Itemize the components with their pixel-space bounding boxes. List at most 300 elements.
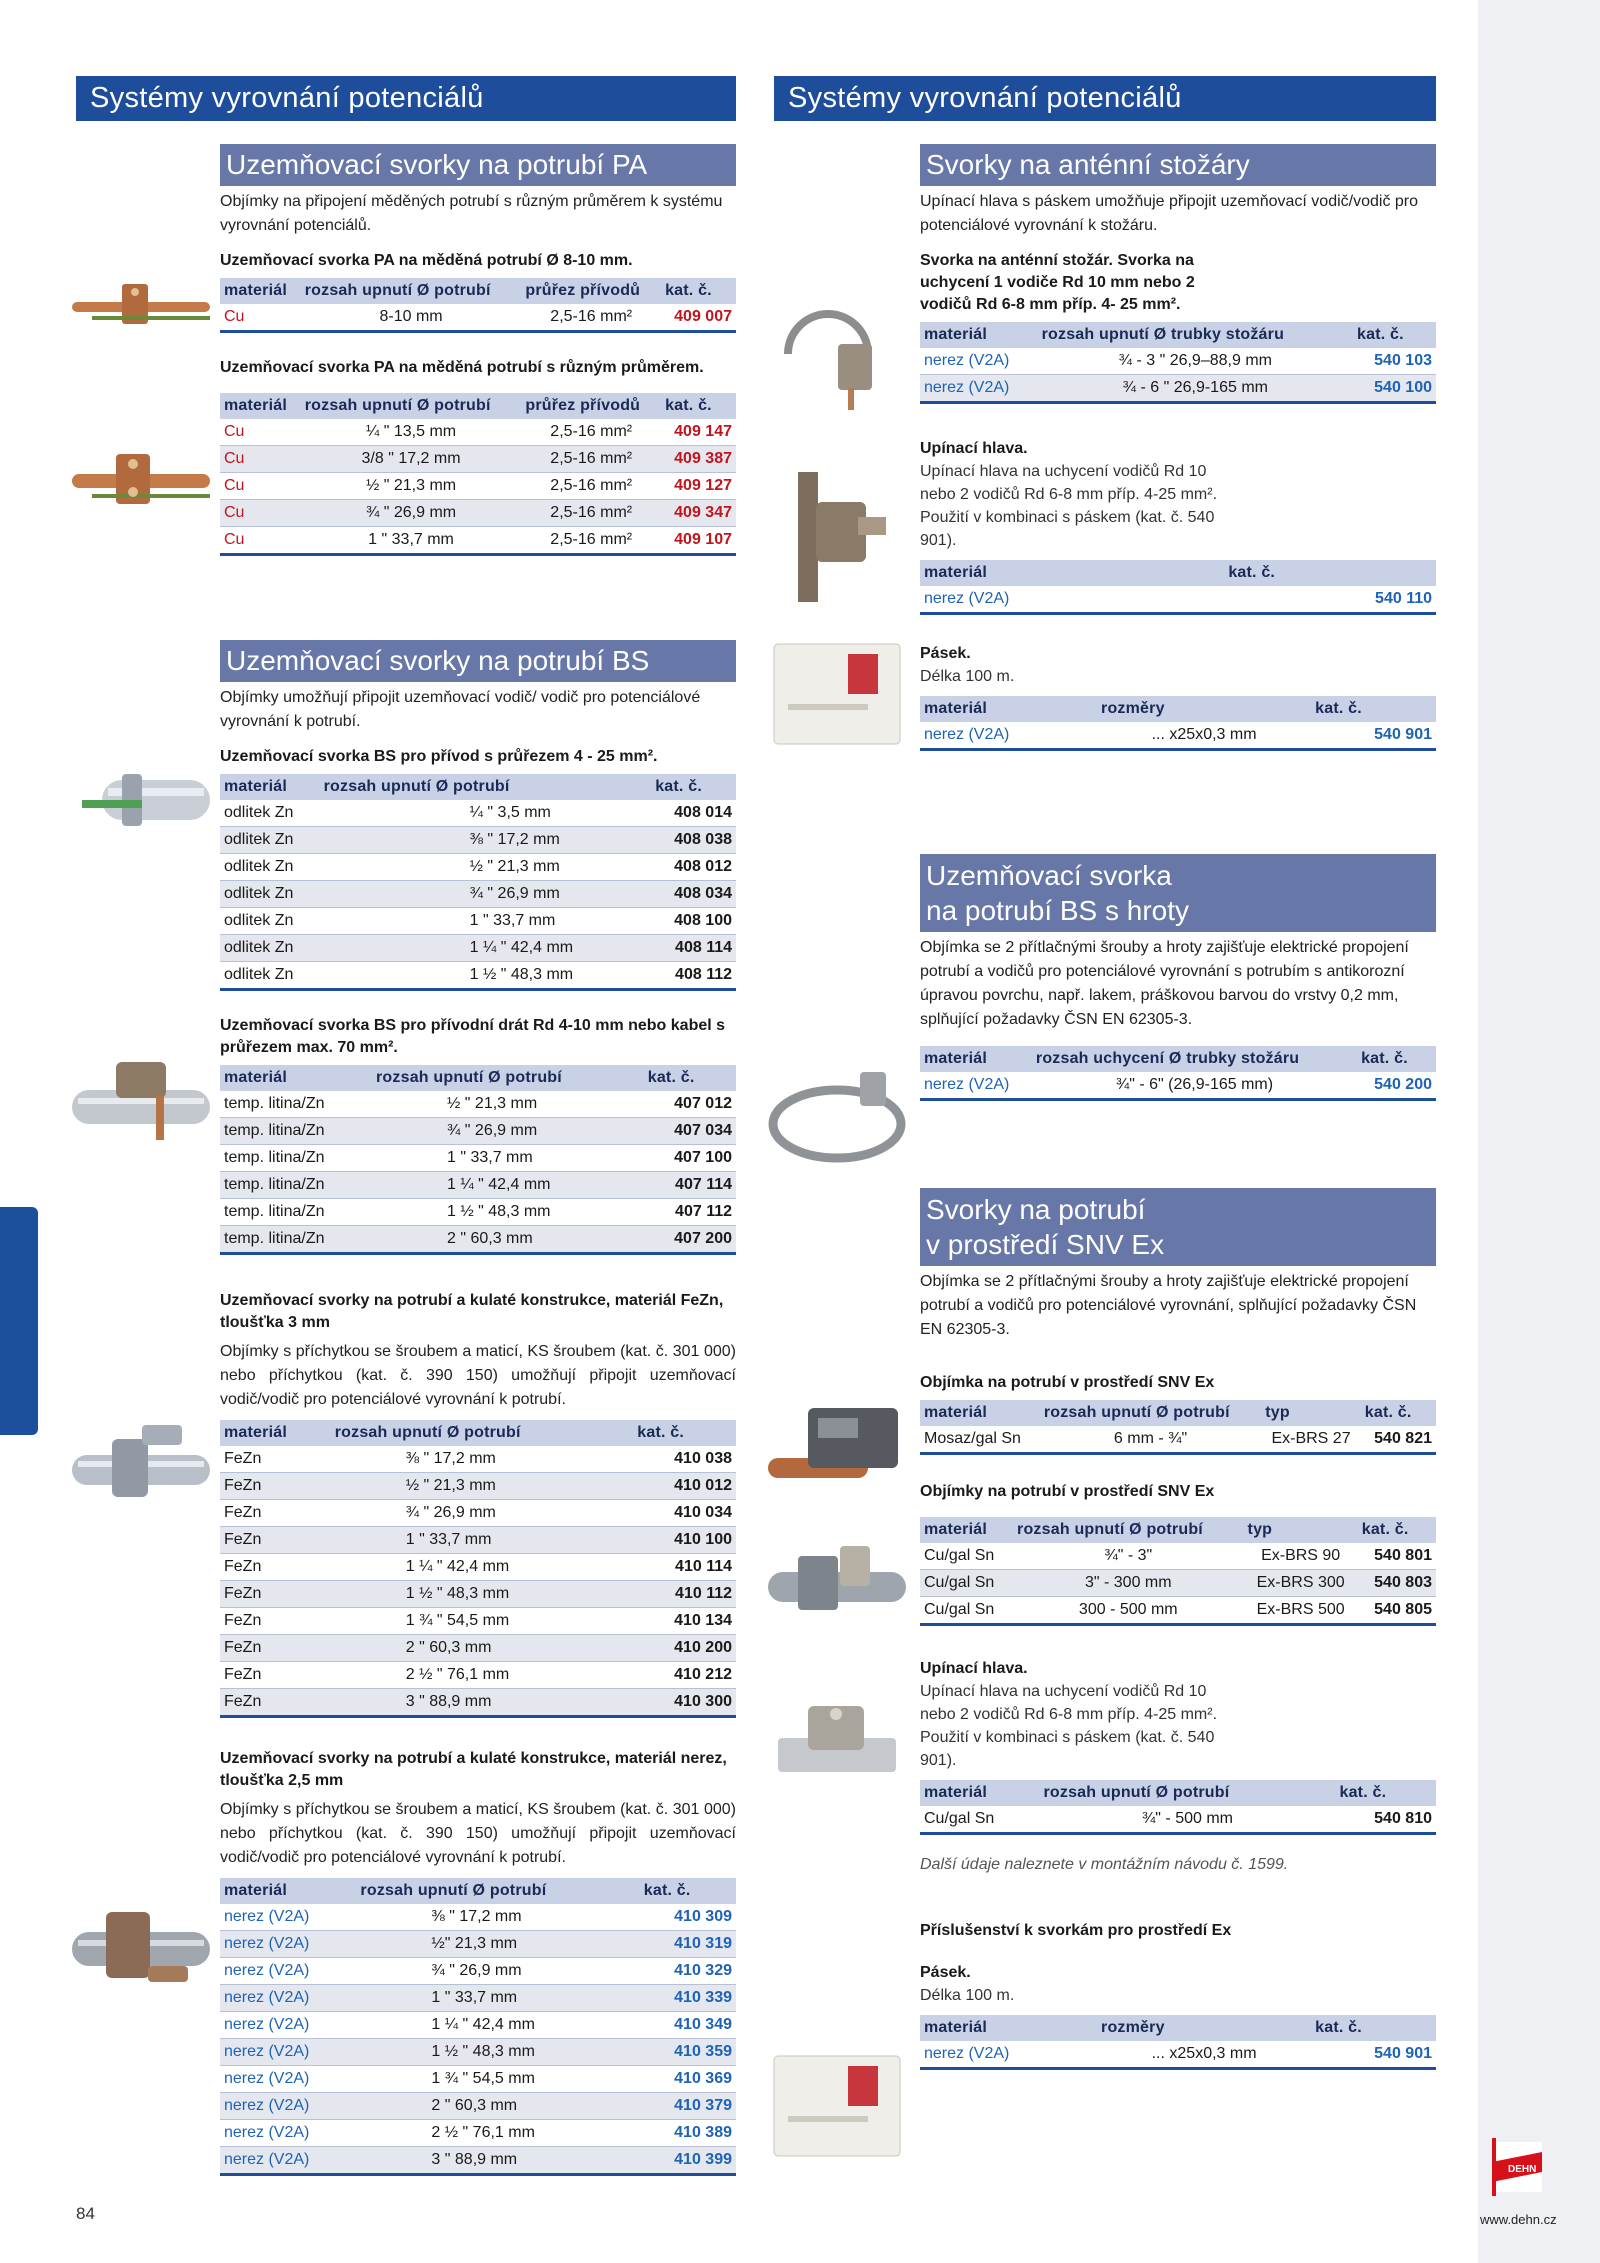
clamping-head-icon — [768, 462, 906, 612]
ex-clamp-image-2 — [768, 1528, 906, 1633]
table-row — [920, 348, 1436, 375]
cell-range: ¾ - 3 " 26,9–88,9 mm — [1038, 348, 1353, 375]
cell-cat-no: 407 100 — [644, 1145, 736, 1172]
cell-range: 1 " 33,7 mm — [356, 1985, 639, 2012]
cell-range: ½" 21,3 mm — [356, 1931, 639, 1958]
cell-material: nerez (V2A) — [220, 2066, 356, 2093]
cell-cat-no: 410 319 — [640, 1931, 736, 1958]
pa-table-1 — [220, 278, 736, 333]
cell-dimensions: ... x25x0,3 mm — [1097, 2041, 1311, 2069]
cell-cat-no: 410 134 — [633, 1608, 736, 1635]
cell-range: 6 mm - ¾" — [1040, 1426, 1261, 1454]
dehn-logo-icon — [1484, 2138, 1548, 2196]
col-cat-no: kat. č. — [633, 1420, 736, 1446]
table-row — [920, 586, 1436, 614]
cell-material: Cu — [220, 419, 301, 446]
table-row — [920, 1072, 1436, 1100]
cell-material: FeZn — [220, 1527, 331, 1554]
pa-table-2 — [220, 393, 736, 556]
cell-type: Ex-BRS 500 — [1244, 1597, 1358, 1625]
mast-subheading: Svorka na anténní stožár. Svorka na uchycení 1 vodiče Rd 10 mm nebo 2 vodičů Rd 6-8 mm příp. 4- 25 mm². — [920, 252, 1195, 313]
table-row — [920, 1806, 1436, 1834]
table-row — [220, 1527, 736, 1554]
table-row — [220, 446, 736, 473]
cell-range: 1 ½ " 48,3 mm — [356, 2039, 639, 2066]
col-cat-no: kat. č. — [1358, 1517, 1436, 1543]
pa-clamp-image-1 — [72, 274, 210, 339]
col-cross-section: průřez přívodů — [521, 278, 661, 304]
cell-material: odlitek Zn — [220, 800, 320, 827]
cell-cat-no: 410 034 — [633, 1500, 736, 1527]
cell-material: Cu/gal Sn — [920, 1806, 1039, 1834]
cell-material: odlitek Zn — [220, 854, 320, 881]
cell-material: nerez (V2A) — [220, 1985, 356, 2012]
cell-type: Ex-BRS 90 — [1244, 1543, 1358, 1570]
cell-range: ¾ " 26,9 mm — [372, 1118, 644, 1145]
table-row — [220, 527, 736, 555]
nerez-clamp-image — [72, 1888, 210, 2003]
hroty-heading — [920, 854, 1436, 932]
table-row — [220, 1931, 736, 1958]
table-row — [220, 2093, 736, 2120]
cell-range: ¾ - 6 " 26,9-165 mm — [1038, 375, 1353, 403]
col-material: materiál — [920, 1517, 1013, 1543]
mast-table — [920, 322, 1436, 404]
cell-range: 1 ¾ " 54,5 mm — [331, 1608, 634, 1635]
ex-pipe-clamp-icon — [768, 1388, 906, 1498]
col-material: materiál — [220, 393, 301, 419]
cell-cat-no: 410 300 — [633, 1689, 736, 1717]
cell-cat-no: 410 212 — [633, 1662, 736, 1689]
page-number: 84 — [76, 2204, 95, 2223]
cell-material: temp. litina/Zn — [220, 1172, 372, 1199]
cell-cat-no: 540 901 — [1311, 722, 1436, 750]
cell-range: 1 " 33,7 mm — [301, 527, 522, 555]
cell-dimensions: ... x25x0,3 mm — [1097, 722, 1311, 750]
table-row — [220, 500, 736, 527]
malleable-iron-pipe-clamp-icon — [72, 1040, 210, 1150]
cell-material: Mosaz/gal Sn — [920, 1426, 1040, 1454]
table-row — [920, 722, 1436, 750]
cell-range: 1 " 33,7 mm — [320, 908, 652, 935]
cell-material: nerez (V2A) — [220, 2012, 356, 2039]
cell-cat-no: 409 007 — [661, 304, 736, 332]
cell-range: ¾" - 6" (26,9-165 mm) — [1032, 1072, 1357, 1100]
cell-material: nerez (V2A) — [220, 2120, 356, 2147]
cell-range: ¾ " 26,9 mm — [356, 1958, 639, 1985]
clamp-head-subheading: Upínací hlava. — [920, 440, 1028, 457]
cell-range: 1 ¾ " 54,5 mm — [356, 2066, 639, 2093]
hroty-table — [920, 1046, 1436, 1101]
bs-clamp-image-1 — [72, 760, 210, 845]
col-cat-no: kat. č. — [1311, 696, 1436, 722]
cell-range: ¾ " 26,9 mm — [301, 500, 522, 527]
cell-cross-section: 2,5-16 mm² — [521, 473, 661, 500]
col-range: rozsah upnutí Ø potrubí — [1040, 1400, 1261, 1426]
cell-cat-no: 540 821 — [1361, 1426, 1436, 1454]
col-cat-no: kat. č. — [651, 774, 736, 800]
right-margin-band — [1478, 0, 1600, 2263]
bs-description: Objímky umožňují připojit uzemňovací vodič/ vodič pro potenciálové vyrovnání k potrubí. — [220, 689, 701, 730]
cell-cross-section: 2,5-16 mm² — [521, 419, 661, 446]
ex-heading — [920, 1188, 1436, 1266]
cell-material: FeZn — [220, 1500, 331, 1527]
col-material: materiál — [220, 1420, 331, 1446]
product-mast — [920, 144, 1436, 751]
hroty-clamp-image — [768, 1064, 906, 1179]
cell-range: ½ " 21,3 mm — [331, 1473, 634, 1500]
cell-range: 3 " 88,9 mm — [331, 1689, 634, 1717]
cell-material: FeZn — [220, 1662, 331, 1689]
fezn-subheading: Uzemňovací svorky na potrubí a kulaté konstrukce, materiál FeZn, tloušťka 3 mm — [220, 1292, 724, 1331]
cell-cat-no: 408 012 — [651, 854, 736, 881]
table-row — [220, 304, 736, 332]
cell-cat-no: 410 012 — [633, 1473, 736, 1500]
col-material: materiál — [920, 560, 1224, 586]
cell-range: 300 - 500 mm — [1013, 1597, 1244, 1625]
ex-band-clamp-icon — [768, 1528, 906, 1628]
table-row — [220, 962, 736, 990]
table-row — [220, 1199, 736, 1226]
cell-cat-no: 407 112 — [644, 1199, 736, 1226]
cell-cat-no: 410 038 — [633, 1446, 736, 1473]
hroty-heading-line1: Uzemňovací svorka — [926, 860, 1172, 891]
col-dimensions: rozměry — [1097, 2015, 1311, 2041]
mast-description: Upínací hlava s páskem umožňuje připojit uzemňovací vodič/vodič pro potenciálové vyrovnání k stožáru. — [920, 193, 1419, 234]
col-material: materiál — [920, 1400, 1040, 1426]
cell-material: nerez (V2A) — [920, 1072, 1032, 1100]
manual-reference-note: Další údaje naleznete v montážním návodu č. 1599. — [920, 1856, 1289, 1873]
cell-range: ⅜ " 17,2 mm — [320, 827, 652, 854]
cell-range: 1 ¼ " 42,4 mm — [356, 2012, 639, 2039]
product-fezn — [220, 1290, 736, 1718]
product-hroty — [920, 854, 1436, 1101]
ex-clamping-head-icon — [768, 1688, 906, 1798]
cell-cat-no: 410 399 — [640, 2147, 736, 2175]
cell-type: Ex-BRS 27 — [1261, 1426, 1361, 1454]
cell-material: odlitek Zn — [220, 881, 320, 908]
section-title-right: Systémy vyrovnání potenciálů — [774, 76, 1436, 121]
cell-cat-no: 410 339 — [640, 1985, 736, 2012]
cell-range: 1 ¼ " 42,4 mm — [320, 935, 652, 962]
cell-cat-no: 408 034 — [651, 881, 736, 908]
col-material: materiál — [220, 774, 320, 800]
cell-range: 2 " 60,3 mm — [356, 2093, 639, 2120]
cell-cat-no: 408 100 — [651, 908, 736, 935]
cell-cat-no: 408 114 — [651, 935, 736, 962]
col-cat-no: kat. č. — [1353, 322, 1436, 348]
table-row — [920, 2041, 1436, 2069]
table-row — [220, 1985, 736, 2012]
dehn-logo — [1484, 2138, 1548, 2196]
cell-cat-no: 410 329 — [640, 1958, 736, 1985]
ex-clamp-head-note: Upínací hlava na uchycení vodičů Rd 10 nebo 2 vodičů Rd 6-8 mm příp. 4-25 mm². Použití v kombinaci s páskem (kat. č. 540 901). — [920, 1683, 1218, 1769]
table-row — [220, 935, 736, 962]
spiked-band-clamp-icon — [768, 1064, 906, 1174]
table-row — [920, 1570, 1436, 1597]
band-table — [920, 696, 1436, 751]
cell-material: Cu — [220, 473, 301, 500]
table-row — [220, 1172, 736, 1199]
col-material: materiál — [920, 2015, 1097, 2041]
copper-pipe-clamp-icon — [72, 274, 210, 334]
cell-material: odlitek Zn — [220, 962, 320, 990]
product-bs — [220, 640, 736, 1255]
table-row — [220, 1226, 736, 1254]
ex-band-table — [920, 2015, 1436, 2070]
cell-material: Cu/gal Sn — [920, 1597, 1013, 1625]
galvanized-pipe-clamp-icon — [72, 760, 210, 840]
cell-material: nerez (V2A) — [920, 348, 1038, 375]
fezn-description: Objímky s příchytkou se šroubem a maticí, KS šroubem (kat. č. 301 000) nebo příchytkou (kat. č. 390 150) umožňují připojit uzemňovací vodič/vodič pro potenciálové vyrovnání k potrubí. — [220, 1343, 736, 1408]
cell-cross-section: 2,5-16 mm² — [521, 304, 661, 332]
cell-range: ½ " 21,3 mm — [301, 473, 522, 500]
col-material: materiál — [220, 1878, 356, 1904]
cell-material: Cu — [220, 500, 301, 527]
cell-material: nerez (V2A) — [220, 2147, 356, 2175]
ex-heading-line1: Svorky na potrubí — [926, 1194, 1146, 1225]
table-row — [220, 1689, 736, 1717]
cell-material: Cu — [220, 446, 301, 473]
cell-range: 3/8 " 17,2 mm — [301, 446, 522, 473]
col-cat-no: kat. č. — [661, 393, 736, 419]
col-type: typ — [1261, 1400, 1361, 1426]
bs-clamp-image-2 — [72, 1040, 210, 1155]
table-row — [220, 2147, 736, 2175]
dehn-logo-text: DEHN — [1508, 2164, 1537, 2175]
cell-cat-no: 409 347 — [661, 500, 736, 527]
cell-material: nerez (V2A) — [920, 722, 1097, 750]
cell-cat-no: 409 387 — [661, 446, 736, 473]
col-dimensions: rozměry — [1097, 696, 1311, 722]
cell-material: odlitek Zn — [220, 827, 320, 854]
stainless-pipe-clamp-icon — [72, 1888, 210, 1998]
col-type: typ — [1244, 1517, 1358, 1543]
col-material: materiál — [220, 1065, 372, 1091]
cell-material: nerez (V2A) — [920, 586, 1224, 614]
cell-cat-no: 540 103 — [1353, 348, 1436, 375]
col-material: materiál — [920, 1780, 1039, 1806]
table-row — [220, 1581, 736, 1608]
col-cross-section: průřez přívodů — [521, 393, 661, 419]
cell-cat-no: 408 014 — [651, 800, 736, 827]
cell-cat-no: 540 901 — [1311, 2041, 1436, 2069]
cell-material: FeZn — [220, 1608, 331, 1635]
ex-table-1 — [920, 1400, 1436, 1455]
mast-clamp-image — [768, 304, 906, 419]
clamp-head-table — [920, 560, 1436, 615]
cell-cat-no: 409 127 — [661, 473, 736, 500]
cell-material: nerez (V2A) — [920, 2041, 1097, 2069]
cell-material: nerez (V2A) — [220, 1904, 356, 1931]
table-row — [220, 1662, 736, 1689]
table-row — [220, 881, 736, 908]
accessories-subheading: Příslušenství k svorkám pro prostředí Ex — [920, 1922, 1232, 1939]
cell-material: temp. litina/Zn — [220, 1145, 372, 1172]
fezn-clamp-image — [72, 1415, 210, 1520]
product-ex — [920, 1188, 1436, 2070]
band-note: Délka 100 m. — [920, 668, 1015, 685]
table-row — [220, 908, 736, 935]
col-range: rozsah upnutí Ø potrubí — [301, 278, 522, 304]
cell-cat-no: 410 349 — [640, 2012, 736, 2039]
bs-table-2 — [220, 1065, 736, 1255]
col-range: rozsah upnutí Ø potrubí — [356, 1878, 639, 1904]
cell-range: ¼ " 13,5 mm — [301, 419, 522, 446]
cell-material: Cu/gal Sn — [920, 1543, 1013, 1570]
cell-material: FeZn — [220, 1689, 331, 1717]
cell-cat-no: 540 100 — [1353, 375, 1436, 403]
cell-cat-no: 410 359 — [640, 2039, 736, 2066]
table-row — [220, 2120, 736, 2147]
cell-material: FeZn — [220, 1635, 331, 1662]
bs-heading: Uzemňovací svorky na potrubí BS — [220, 640, 736, 682]
cell-material: Cu — [220, 527, 301, 555]
table-row — [920, 1426, 1436, 1454]
cell-material: FeZn — [220, 1581, 331, 1608]
table-row — [220, 1958, 736, 1985]
cell-range: 2 " 60,3 mm — [372, 1226, 644, 1254]
cell-cat-no: 410 112 — [633, 1581, 736, 1608]
col-cat-no: kat. č. — [644, 1065, 736, 1091]
cell-cat-no: 540 801 — [1358, 1543, 1436, 1570]
section-title-left: Systémy vyrovnání potenciálů — [76, 76, 736, 121]
table-row — [220, 2066, 736, 2093]
col-cat-no: kat. č. — [1357, 1046, 1436, 1072]
cell-range: ½ " 21,3 mm — [320, 854, 652, 881]
pa-description: Objímky na připojení měděných potrubí s různým průměrem k systému vyrovnání potenciálů. — [220, 193, 723, 234]
col-range: rozsah upnutí Ø potrubí — [1013, 1517, 1244, 1543]
ex-band-note: Délka 100 m. — [920, 1987, 1015, 2004]
cell-cat-no: 407 200 — [644, 1226, 736, 1254]
cell-cat-no: 407 012 — [644, 1091, 736, 1118]
cell-cat-no: 410 100 — [633, 1527, 736, 1554]
ex-clamp-head-image — [768, 1688, 906, 1803]
copper-pipe-clamp-icon — [72, 444, 210, 514]
clamp-head-note: Upínací hlava na uchycení vodičů Rd 10 nebo 2 vodičů Rd 6-8 mm příp. 4-25 mm². Použití v kombinaci s páskem (kat. č. 540 901). — [920, 463, 1218, 549]
cell-material: nerez (V2A) — [220, 1931, 356, 1958]
table-row — [220, 1118, 736, 1145]
website-url: www.dehn.cz — [1480, 2212, 1557, 2227]
chapter-side-tab — [0, 1207, 38, 1435]
cell-range: 1 " 33,7 mm — [331, 1527, 634, 1554]
table-row — [220, 1473, 736, 1500]
cell-cross-section: 2,5-16 mm² — [521, 500, 661, 527]
table-row — [220, 827, 736, 854]
col-range: rozsah uchycení Ø trubky stožáru — [1032, 1046, 1357, 1072]
cell-range: 1 ½ " 48,3 mm — [320, 962, 652, 990]
ex-description: Objímka se 2 přítlačnými šrouby a hroty zajišťuje elektrické propojení potrubí a vodičů pro potenciálové vyrovnání, splňující požadavky ČSN EN 62305-3. — [920, 1273, 1417, 1338]
cell-cat-no: 540 805 — [1358, 1597, 1436, 1625]
col-range: rozsah upnutí Ø potrubí — [320, 774, 652, 800]
bs-table-1 — [220, 774, 736, 991]
col-cat-no: kat. č. — [1224, 560, 1436, 586]
nerez-subheading: Uzemňovací svorky na potrubí a kulaté konstrukce, materiál nerez, tloušťka 2,5 mm — [220, 1750, 727, 1789]
ex-subheading-2: Objímky na potrubí v prostředí SNV Ex — [920, 1483, 1215, 1500]
clamp-head-image — [768, 462, 906, 617]
col-material: materiál — [920, 1046, 1032, 1072]
cell-range: 1 " 33,7 mm — [372, 1145, 644, 1172]
cell-range: ¾ " 26,9 mm — [320, 881, 652, 908]
cell-range: ⅜ " 17,2 mm — [356, 1904, 639, 1931]
cell-cat-no: 408 038 — [651, 827, 736, 854]
cell-cat-no: 540 200 — [1357, 1072, 1436, 1100]
table-row — [220, 854, 736, 881]
cell-cat-no: 410 114 — [633, 1554, 736, 1581]
product-pa — [220, 144, 736, 556]
nerez-description: Objímky s příchytkou se šroubem a maticí, KS šroubem (kat. č. 301 000) nebo příchytkou (kat. č. 390 150) umožňují připojit uzemňovací vodič/vodič pro potenciálové vyrovnání k potrubí. — [220, 1801, 736, 1866]
fezn-pipe-clamp-icon — [72, 1415, 210, 1515]
cell-range: 8-10 mm — [301, 304, 522, 332]
table-row — [220, 800, 736, 827]
col-material: materiál — [920, 696, 1097, 722]
cell-cat-no: 409 107 — [661, 527, 736, 555]
hroty-heading-line2: na potrubí BS s hroty — [926, 895, 1190, 926]
cell-range: ⅜ " 17,2 mm — [331, 1446, 634, 1473]
cell-material: nerez (V2A) — [220, 2093, 356, 2120]
pa-heading: Uzemňovací svorky na potrubí PA — [220, 144, 736, 186]
table-row — [220, 473, 736, 500]
col-range: rozsah upnutí Ø potrubí — [331, 1420, 634, 1446]
cell-range: 3" - 300 mm — [1013, 1570, 1244, 1597]
bs-subheading-1: Uzemňovací svorka BS pro přívod s průřezem 4 - 25 mm². — [220, 748, 658, 765]
cell-material: Cu — [220, 304, 301, 332]
col-range: rozsah upnutí Ø potrubí — [1039, 1780, 1335, 1806]
table-row — [220, 1635, 736, 1662]
bs-subheading-2: Uzemňovací svorka BS pro přívodní drát Rd 4-10 mm nebo kabel s průřezem max. 70 mm². — [220, 1017, 726, 1056]
cell-cross-section: 2,5-16 mm² — [521, 446, 661, 473]
band-subheading: Pásek. — [920, 645, 971, 662]
cell-cat-no: 408 112 — [651, 962, 736, 990]
cell-cat-no: 410 309 — [640, 1904, 736, 1931]
cell-material: nerez (V2A) — [920, 375, 1038, 403]
ex-band-subheading: Pásek. — [920, 1964, 971, 1981]
cell-cat-no: 407 114 — [644, 1172, 736, 1199]
cell-range: 1 ¼ " 42,4 mm — [372, 1172, 644, 1199]
table-row — [220, 2012, 736, 2039]
ex-clamp-head-table — [920, 1780, 1436, 1835]
table-row — [920, 1543, 1436, 1570]
table-row — [220, 1904, 736, 1931]
cell-cat-no: 540 110 — [1224, 586, 1436, 614]
cell-cat-no: 540 810 — [1335, 1806, 1436, 1834]
table-row — [220, 2039, 736, 2066]
cell-material: FeZn — [220, 1446, 331, 1473]
band-roll-image — [768, 634, 906, 759]
hroty-description: Objímka se 2 přítlačnými šrouby a hroty zajišťuje elektrické propojení potrubí a vodičů pro potenciálové vyrovnání s potrubím s antikorozní úpravou povrchu, např. lakem, práškovou barvou do vrstvy 0,2 mm, splňující požadavky ČSN EN 62305-3. — [920, 939, 1409, 1028]
col-cat-no: kat. č. — [1335, 1780, 1436, 1806]
mast-heading: Svorky na anténní stožáry — [920, 144, 1436, 186]
ex-clamp-image-1 — [768, 1388, 906, 1503]
cell-material: nerez (V2A) — [220, 2039, 356, 2066]
ex-table-2 — [920, 1517, 1436, 1626]
ex-subheading-1: Objímka na potrubí v prostředí SNV Ex — [920, 1374, 1215, 1391]
mast-band-clamp-icon — [768, 304, 906, 414]
cell-range: 3 " 88,9 mm — [356, 2147, 639, 2175]
pa-clamp-image-2 — [72, 444, 210, 519]
fezn-table — [220, 1420, 736, 1718]
ex-heading-line2: v prostředí SNV Ex — [926, 1229, 1165, 1260]
table-row — [220, 1500, 736, 1527]
col-material: materiál — [220, 278, 301, 304]
cell-range: 2 " 60,3 mm — [331, 1635, 634, 1662]
cell-range: 2 ½ " 76,1 mm — [356, 2120, 639, 2147]
table-row — [920, 1597, 1436, 1625]
right-column — [774, 76, 1436, 2062]
cell-range: 1 ½ " 48,3 mm — [372, 1199, 644, 1226]
cell-material: odlitek Zn — [220, 935, 320, 962]
cell-material: nerez (V2A) — [220, 1958, 356, 1985]
